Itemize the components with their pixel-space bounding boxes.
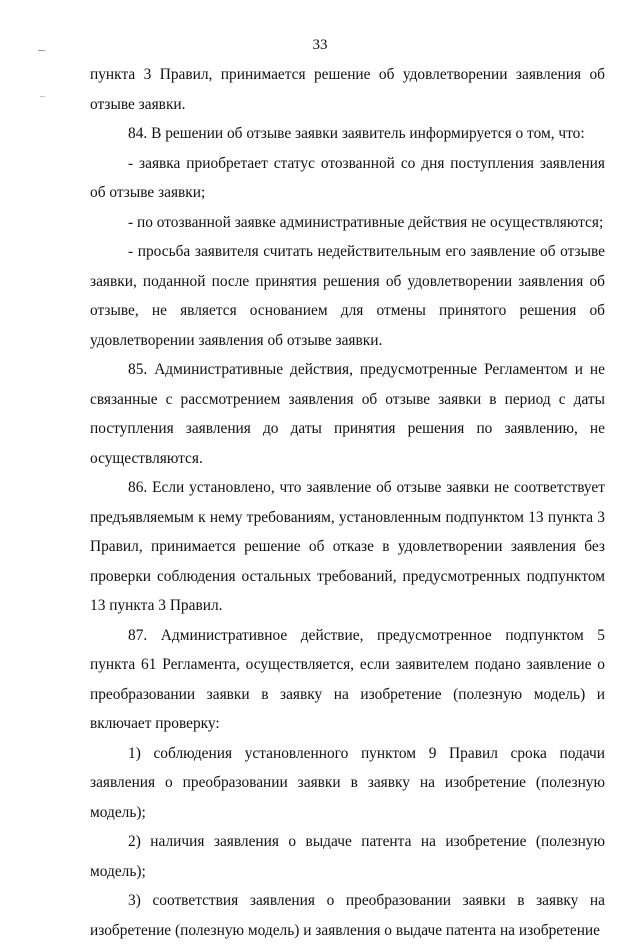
list-item: 2) наличия заявления о выдаче патента на изобретение (полезную модель); bbox=[90, 833, 605, 880]
document-body bbox=[90, 60, 605, 945]
list-item: - заявка приобретает статус отозванной со дня поступления заявления об отзыве заявки; bbox=[90, 154, 605, 201]
paragraph-continuation: пункта 3 Правил, принимается решение об удовлетворении заявления об отзыве заявки. bbox=[90, 66, 605, 113]
list-item: - просьба заявителя считать недействительным его заявление об отзыве заявки, поданной после принятия решения об удовлетворении заявления об отзыве, не является основанием для отмены принятого решения об удовлетворении заявления об отзыве заявки. bbox=[90, 243, 605, 349]
list-item: 1) соблюдения установленного пунктом 9 Правил срока подачи заявления о преобразовании заявки в заявку на изобретение (полезную модель); bbox=[90, 744, 605, 821]
scan-mark bbox=[40, 96, 45, 97]
list-item: - по отозванной заявке административные действия не осуществляются; bbox=[128, 213, 604, 231]
page-number: 33 bbox=[312, 37, 328, 53]
paragraph-87: 87. Административное действие, предусмотренное подпунктом 5 пункта 61 Регламента, осуществляется, если заявителем подано заявление о преобразовании заявки в заявку на изобретение (полезную модель) и включает проверку: bbox=[90, 626, 605, 732]
list-item: 3) соответствия заявления о преобразовании заявки в заявку на изобретение (полезную модель) и заявления о выдаче патента на изобретение bbox=[90, 892, 605, 939]
paragraph-85: 85. Административные действия, предусмотренные Регламентом и не связанные с рассмотрением заявления об отзыве заявки в период с даты поступления заявления до даты принятия решения по заявлению, не осуществляются. bbox=[90, 361, 605, 467]
paragraph-84: 84. В решении об отзыве заявки заявитель информируется о том, что: bbox=[128, 125, 585, 142]
paragraph-86: 86. Если установлено, что заявление об отзыве заявки не соответствует предъявляемым к нему требованиям, установленным подпунктом 13 пункта 3 Правил, принимается решение об отказе в удовлетворении заявления без проверки соблюдения остальных требований, предусмотренных подпунктом 13 пункта 3 Правил. bbox=[90, 479, 605, 614]
